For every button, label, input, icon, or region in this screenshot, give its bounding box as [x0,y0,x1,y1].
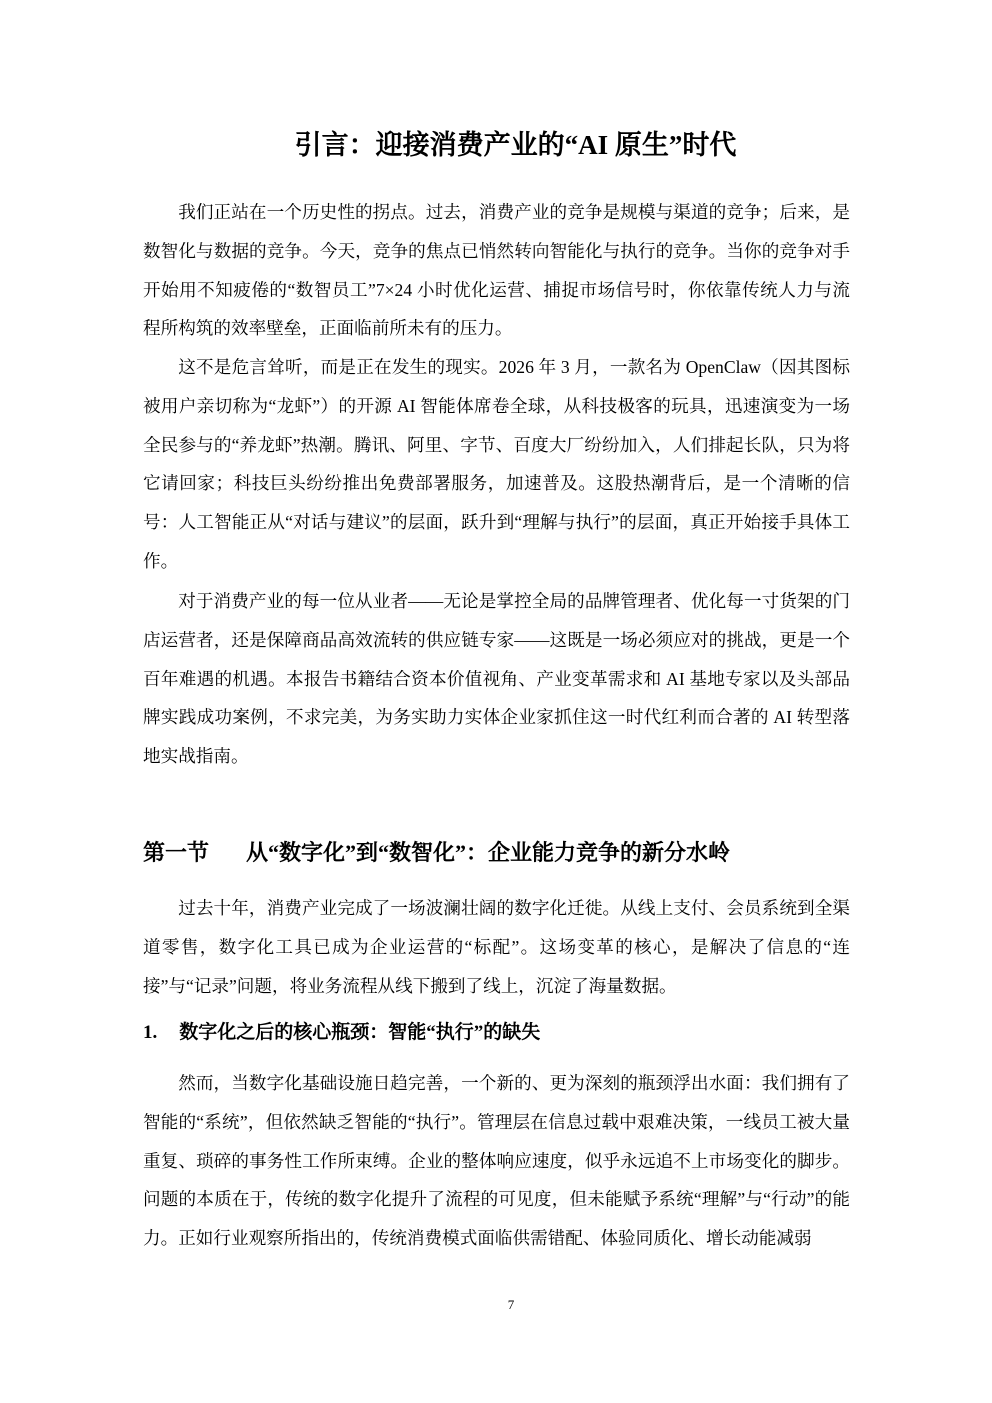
intro-paragraph-2: 这不是危言耸听，而是正在发生的现实。2026 年 3 月，一款名为 OpenClaw（因其图标被用户亲切称为“龙虾”）的开源 AI 智能体席卷全球，从科技极客的玩具，迅速演变为一场全民参与的“养龙虾”热潮。腾讯、阿里、字节、百度大厂纷纷加入，人们排起长队，只为将它请回家；科技巨头纷纷推出免费部署服务，加速普及。这股热潮背后，是一个清晰的信号：人工智能正从“对话与建议”的层面，跃升到“理解与执行”的层面，真正开始接手具体工作。 [143,357,850,571]
section-number: 第一节 [143,840,210,865]
section-title: 从“数字化”到“数智化”：企业能力竞争的新分水岭 [246,840,731,865]
subsection-heading [143,1014,850,1052]
subsection-title: 数字化之后的核心瓶颈：智能“执行”的缺失 [179,1022,541,1043]
subsection-paragraph-1: 然而，当数字化基础设施日趋完善，一个新的、更为深刻的瓶颈浮出水面：我们拥有了智能的“系统”，但依然缺乏智能的“执行”。管理层在信息过载中艰难决策，一线员工被大量重复、琐碎的事务性工作所束缚。企业的整体响应速度，似乎永远追不上市场变化的脚步。问题的本质在于，传统的数字化提升了流程的可见度，但未能赋予系统“理解”与“行动”的能力。正如行业观察所指出的，传统消费模式面临供需错配、体验同质化、增长动能减弱 [143,1073,850,1248]
page-number: 7 [507,1297,515,1312]
section-paragraph-1: 过去十年，消费产业完成了一场波澜壮阔的数字化迁徙。从线上支付、会员系统到全渠道零售，数字化工具已成为企业运营的“标配”。这场变革的核心，是解决了信息的“连接”与“记录”问题，将业务流程从线下搬到了线上，沉淀了海量数据。 [143,898,850,996]
intro-paragraph-3: 对于消费产业的每一位从业者——无论是掌控全局的品牌管理者、优化每一寸货架的门店运营者，还是保障商品高效流转的供应链专家——这既是一场必须应对的挑战，更是一个百年难遇的机遇。本报告书籍结合资本价值视角、产业变革需求和 AI 基地专家以及头部品牌实践成功案例，不求完美，为务实助力实体企业家抓住这一时代红利而合著的 AI 转型落地实战指南。 [143,591,850,766]
subsection-number: 1. [143,1022,158,1043]
page-title: 引言：迎接消费产业的“AI 原生”时代 [294,130,737,160]
intro-paragraph-1: 我们正站在一个历史性的拐点。过去，消费产业的竞争是规模与渠道的竞争；后来，是数智化与数据的竞争。今天，竞争的焦点已悄然转向智能化与执行的竞争。当你的竞争对手开始用不知疲倦的“数智员工”7×24 小时优化运营、捕捉市场信号时，你依靠传统人力与流程所构筑的效率壁垒，正面临前所未有的压力。 [143,202,850,339]
section-heading [143,834,850,872]
